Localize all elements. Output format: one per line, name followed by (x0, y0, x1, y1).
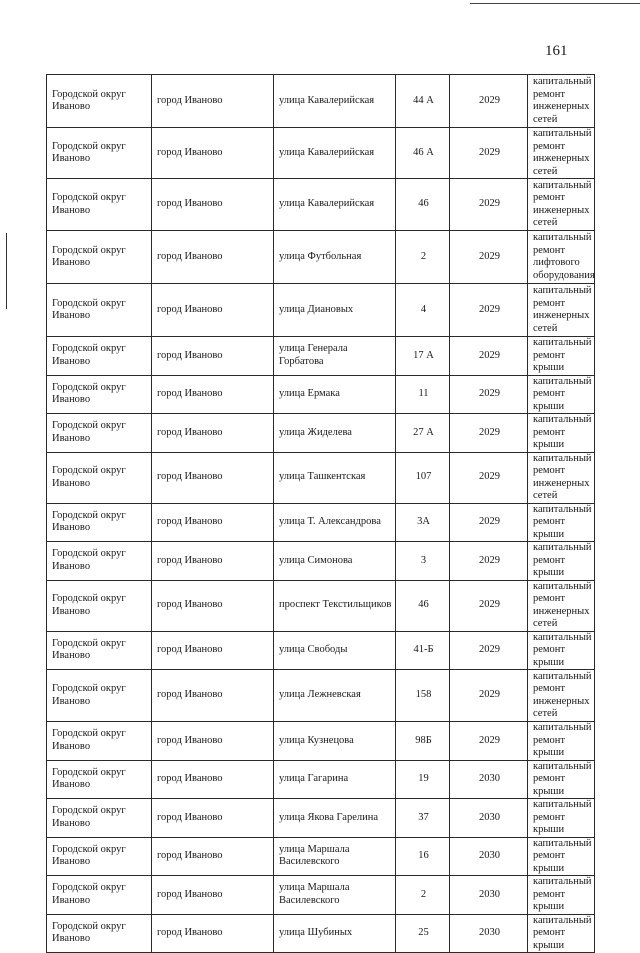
cell-work: капитальный ремонт инженерных сетей (528, 670, 595, 722)
cell-street: проспект Текстильщиков (274, 580, 396, 631)
table-row (47, 231, 595, 284)
cell-year: 2029 (450, 414, 528, 453)
cell-work: капитальный ремонт крыши (528, 503, 595, 542)
cell-work: капитальный ремонт инженерных сетей (528, 128, 595, 179)
cell-year: 2029 (450, 580, 528, 631)
table-row (47, 670, 595, 722)
cell-okrug: Городской округ Иваново (47, 722, 152, 761)
table-row (47, 179, 595, 231)
cell-house: 17 А (396, 337, 450, 376)
cell-work: капитальный ремонт крыши (528, 837, 595, 876)
cell-street: улица Кузнецова (274, 722, 396, 761)
table-row (47, 914, 595, 953)
cell-year: 2029 (450, 179, 528, 231)
cell-street: улица Генерала Горбатова (274, 337, 396, 376)
table-row (47, 128, 595, 179)
cell-okrug: Городской округ Иваново (47, 503, 152, 542)
cell-work: капитальный ремонт крыши (528, 760, 595, 799)
cell-work: капитальный ремонт инженерных сетей (528, 580, 595, 631)
cell-street: улица Симонова (274, 542, 396, 581)
cell-house: 3 (396, 542, 450, 581)
cell-work: капитальный ремонт крыши (528, 414, 595, 453)
cell-year: 2030 (450, 914, 528, 953)
cell-work: капитальный ремонт крыши (528, 631, 595, 670)
cell-work: капитальный ремонт крыши (528, 722, 595, 761)
cell-okrug: Городской округ Иваново (47, 914, 152, 953)
page-number: 161 (545, 43, 568, 59)
cell-year: 2029 (450, 722, 528, 761)
table-row (47, 799, 595, 838)
cell-city: город Иваново (152, 670, 274, 722)
cell-city: город Иваново (152, 452, 274, 503)
cell-house: 19 (396, 760, 450, 799)
cell-year: 2030 (450, 837, 528, 876)
cell-city: город Иваново (152, 542, 274, 581)
table-row (47, 542, 595, 581)
cell-okrug: Городской округ Иваново (47, 128, 152, 179)
cell-street: улица Маршала Василевского (274, 837, 396, 876)
cell-okrug: Городской округ Иваново (47, 414, 152, 453)
cell-work: капитальный ремонт инженерных сетей (528, 284, 595, 337)
cell-okrug: Городской округ Иваново (47, 231, 152, 284)
cell-street: улица Ермака (274, 375, 396, 414)
cell-year: 2029 (450, 631, 528, 670)
table-row (47, 580, 595, 631)
cell-street: улица Якова Гарелина (274, 799, 396, 838)
cell-street: улица Футбольная (274, 231, 396, 284)
cell-city: город Иваново (152, 75, 274, 128)
cell-work: капитальный ремонт крыши (528, 375, 595, 414)
cell-house: 46 (396, 580, 450, 631)
table-row (47, 337, 595, 376)
cell-city: город Иваново (152, 580, 274, 631)
cell-city: город Иваново (152, 722, 274, 761)
cell-work: капитальный ремонт крыши (528, 799, 595, 838)
cell-year: 2029 (450, 375, 528, 414)
cell-house: 46 А (396, 128, 450, 179)
cell-house: 2 (396, 876, 450, 915)
table-row (47, 452, 595, 503)
cell-okrug: Городской округ Иваново (47, 452, 152, 503)
registry-table (46, 74, 595, 953)
cell-house: 41-Б (396, 631, 450, 670)
cell-okrug: Городской округ Иваново (47, 375, 152, 414)
table-row (47, 503, 595, 542)
registry-body (47, 75, 595, 953)
cell-city: город Иваново (152, 414, 274, 453)
cell-street: улица Лежневская (274, 670, 396, 722)
cell-work: капитальный ремонт инженерных сетей (528, 75, 595, 128)
cell-city: город Иваново (152, 760, 274, 799)
cell-street: улица Гагарина (274, 760, 396, 799)
cell-street: улица Кавалерийская (274, 75, 396, 128)
cell-city: город Иваново (152, 914, 274, 953)
cell-year: 2029 (450, 503, 528, 542)
cell-house: 11 (396, 375, 450, 414)
cell-okrug: Городской округ Иваново (47, 631, 152, 670)
cell-street: улица Диановых (274, 284, 396, 337)
cell-street: улица Ташкентская (274, 452, 396, 503)
cell-city: город Иваново (152, 337, 274, 376)
cell-street: улица Кавалерийская (274, 128, 396, 179)
cell-year: 2029 (450, 231, 528, 284)
cell-okrug: Городской округ Иваново (47, 670, 152, 722)
cell-year: 2029 (450, 75, 528, 128)
cell-okrug: Городской округ Иваново (47, 876, 152, 915)
cell-work: капитальный ремонт крыши (528, 876, 595, 915)
cell-city: город Иваново (152, 503, 274, 542)
cell-city: город Иваново (152, 876, 274, 915)
cell-house: 16 (396, 837, 450, 876)
cell-city: город Иваново (152, 631, 274, 670)
cell-year: 2029 (450, 337, 528, 376)
table-row (47, 760, 595, 799)
cell-street: улица Кавалерийская (274, 179, 396, 231)
cell-street: улица Маршала Василевского (274, 876, 396, 915)
cell-city: город Иваново (152, 128, 274, 179)
cell-city: город Иваново (152, 231, 274, 284)
cell-okrug: Городской округ Иваново (47, 760, 152, 799)
cell-year: 2029 (450, 670, 528, 722)
scan-mark (6, 233, 7, 309)
cell-work: капитальный ремонт инженерных сетей (528, 452, 595, 503)
cell-year: 2029 (450, 452, 528, 503)
cell-house: 2 (396, 231, 450, 284)
cell-street: улица Свободы (274, 631, 396, 670)
cell-year: 2029 (450, 542, 528, 581)
cell-work: капитальный ремонт инженерных сетей (528, 179, 595, 231)
top-rule (470, 3, 640, 4)
cell-street: улица Жиделева (274, 414, 396, 453)
cell-house: 27 А (396, 414, 450, 453)
cell-work: капитальный ремонт крыши (528, 914, 595, 953)
cell-city: город Иваново (152, 375, 274, 414)
cell-house: 46 (396, 179, 450, 231)
cell-house: 158 (396, 670, 450, 722)
cell-work: капитальный ремонт крыши (528, 337, 595, 376)
table-row (47, 75, 595, 128)
cell-okrug: Городской округ Иваново (47, 284, 152, 337)
cell-house: 4 (396, 284, 450, 337)
cell-work: капитальный ремонт крыши (528, 542, 595, 581)
cell-work: капитальный ремонт лифтового оборудования (528, 231, 595, 284)
cell-year: 2029 (450, 284, 528, 337)
table-row (47, 837, 595, 876)
cell-okrug: Городской округ Иваново (47, 75, 152, 128)
table-row (47, 375, 595, 414)
cell-year: 2029 (450, 128, 528, 179)
table-row (47, 414, 595, 453)
table-row (47, 876, 595, 915)
cell-house: 25 (396, 914, 450, 953)
cell-okrug: Городской округ Иваново (47, 837, 152, 876)
table-row (47, 284, 595, 337)
cell-city: город Иваново (152, 799, 274, 838)
cell-city: город Иваново (152, 179, 274, 231)
cell-okrug: Городской округ Иваново (47, 179, 152, 231)
table-row (47, 631, 595, 670)
cell-street: улица Шубиных (274, 914, 396, 953)
cell-street: улица Т. Александрова (274, 503, 396, 542)
cell-house: 37 (396, 799, 450, 838)
cell-okrug: Городской округ Иваново (47, 337, 152, 376)
cell-house: 3А (396, 503, 450, 542)
cell-year: 2030 (450, 760, 528, 799)
cell-year: 2030 (450, 876, 528, 915)
table-row (47, 722, 595, 761)
cell-okrug: Городской округ Иваново (47, 542, 152, 581)
cell-city: город Иваново (152, 284, 274, 337)
cell-house: 44 А (396, 75, 450, 128)
cell-house: 107 (396, 452, 450, 503)
cell-house: 98Б (396, 722, 450, 761)
cell-year: 2030 (450, 799, 528, 838)
cell-okrug: Городской округ Иваново (47, 799, 152, 838)
cell-okrug: Городской округ Иваново (47, 580, 152, 631)
cell-city: город Иваново (152, 837, 274, 876)
